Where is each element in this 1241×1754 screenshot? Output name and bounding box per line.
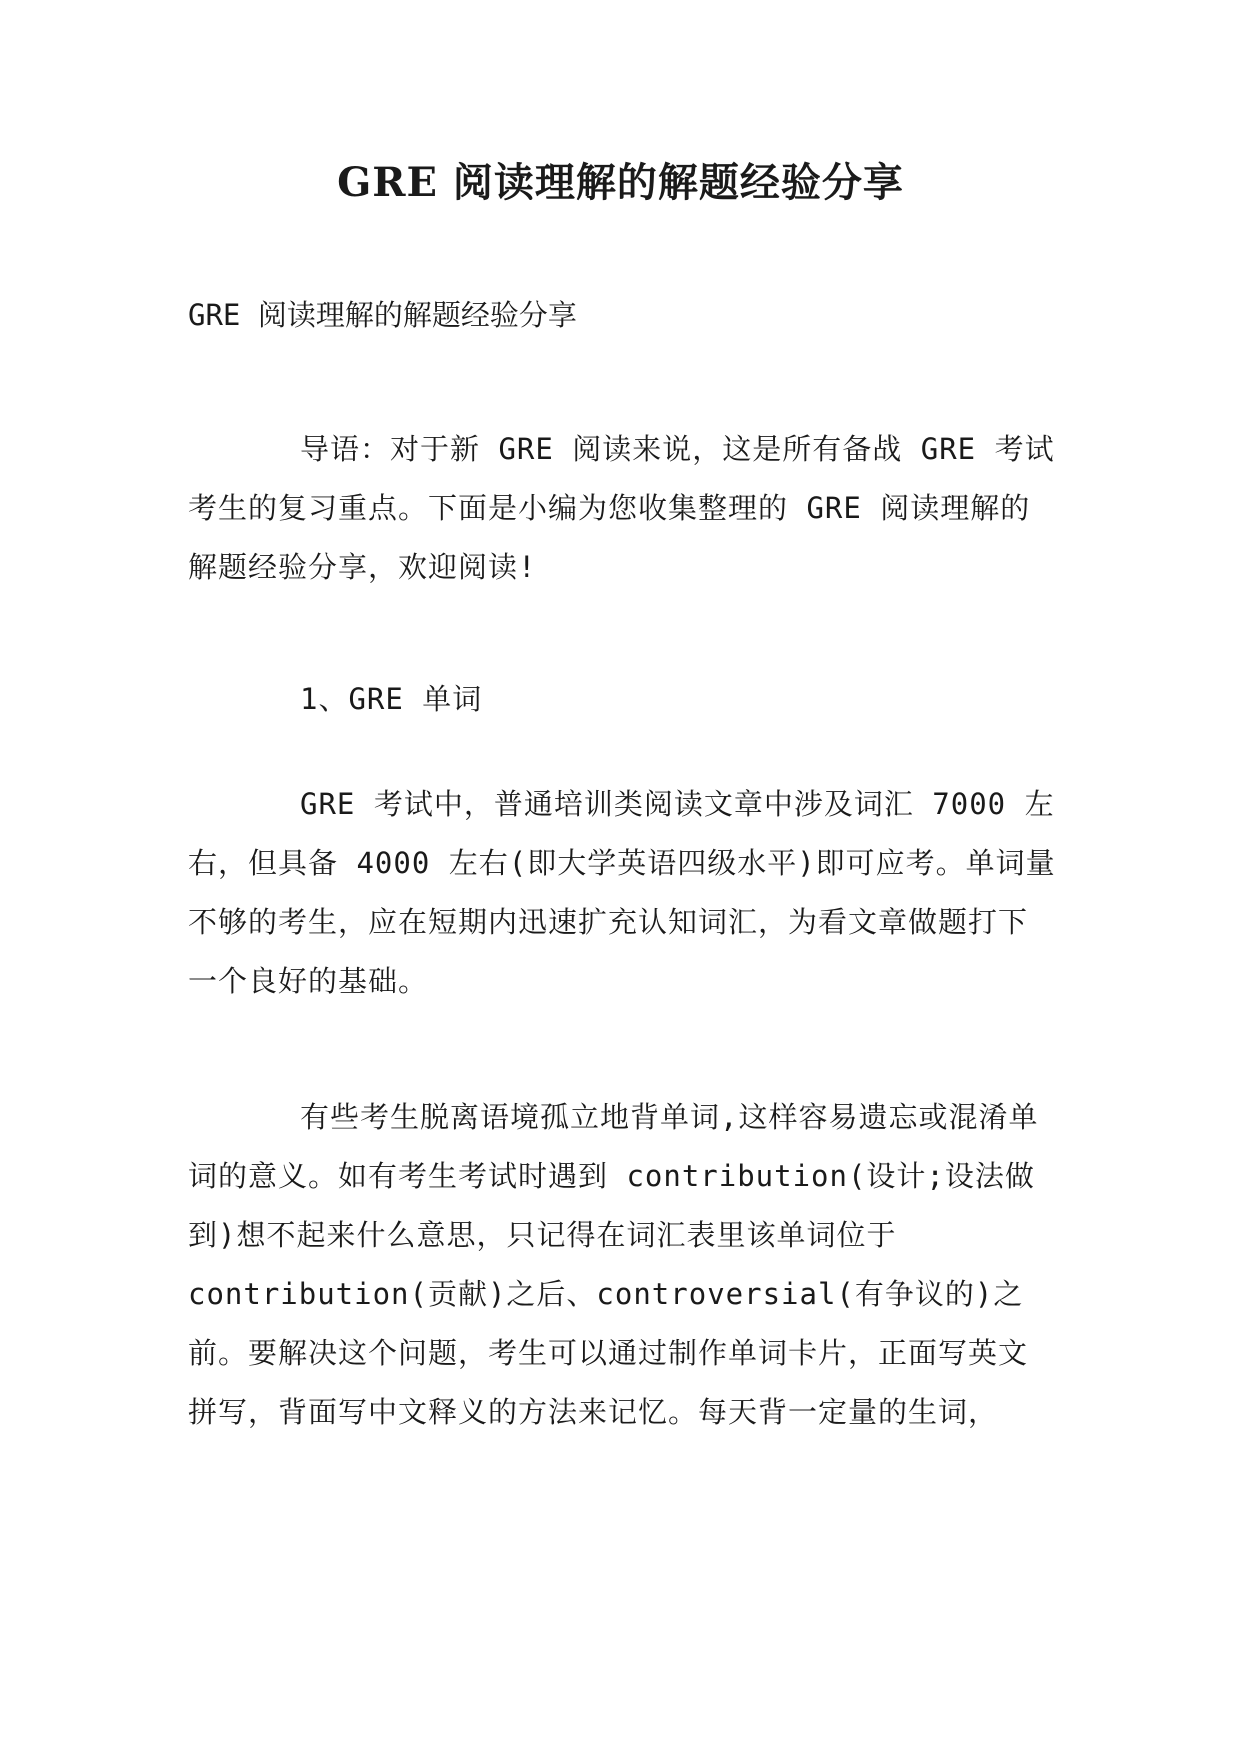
intro-paragraph: 导语：对于新 GRE 阅读来说，这是所有备战 GRE 考试考生的复习重点。下面是小编为您收集整理的 GRE 阅读理解的解题经验分享，欢迎阅读! (188, 432, 1055, 584)
body-paragraph: GRE 考试中，普通培训类阅读文章中涉及词汇 7000 左右，但具备 4000 左右(即大学英语四级水平)即可应考。单词量不够的考生，应在短期内迅速扩充认知词汇，为看文章做题打下一个良好的基础。 (188, 787, 1056, 998)
section-heading: 1、GRE 单词 (300, 682, 483, 716)
body-paragraph: 有些考生脱离语境孤立地背单词,这样容易遗忘或混淆单词的意义。如有考生考试时遇到 contribution(设计;设法做到)想不起来什么意思，只记得在词汇表里该单词位于 contribution(贡献)之后、controversial(有争议的)之前。要解决这个问题，考生可以通过制作单词卡片，正面写英文拼写，背面写中文释义的方法来记忆。每天背一定量的生词， (188, 1100, 1039, 1429)
document-title: GRE 阅读理解的解题经验分享 (337, 159, 904, 206)
document-subtitle: GRE 阅读理解的解题经验分享 (188, 298, 577, 332)
